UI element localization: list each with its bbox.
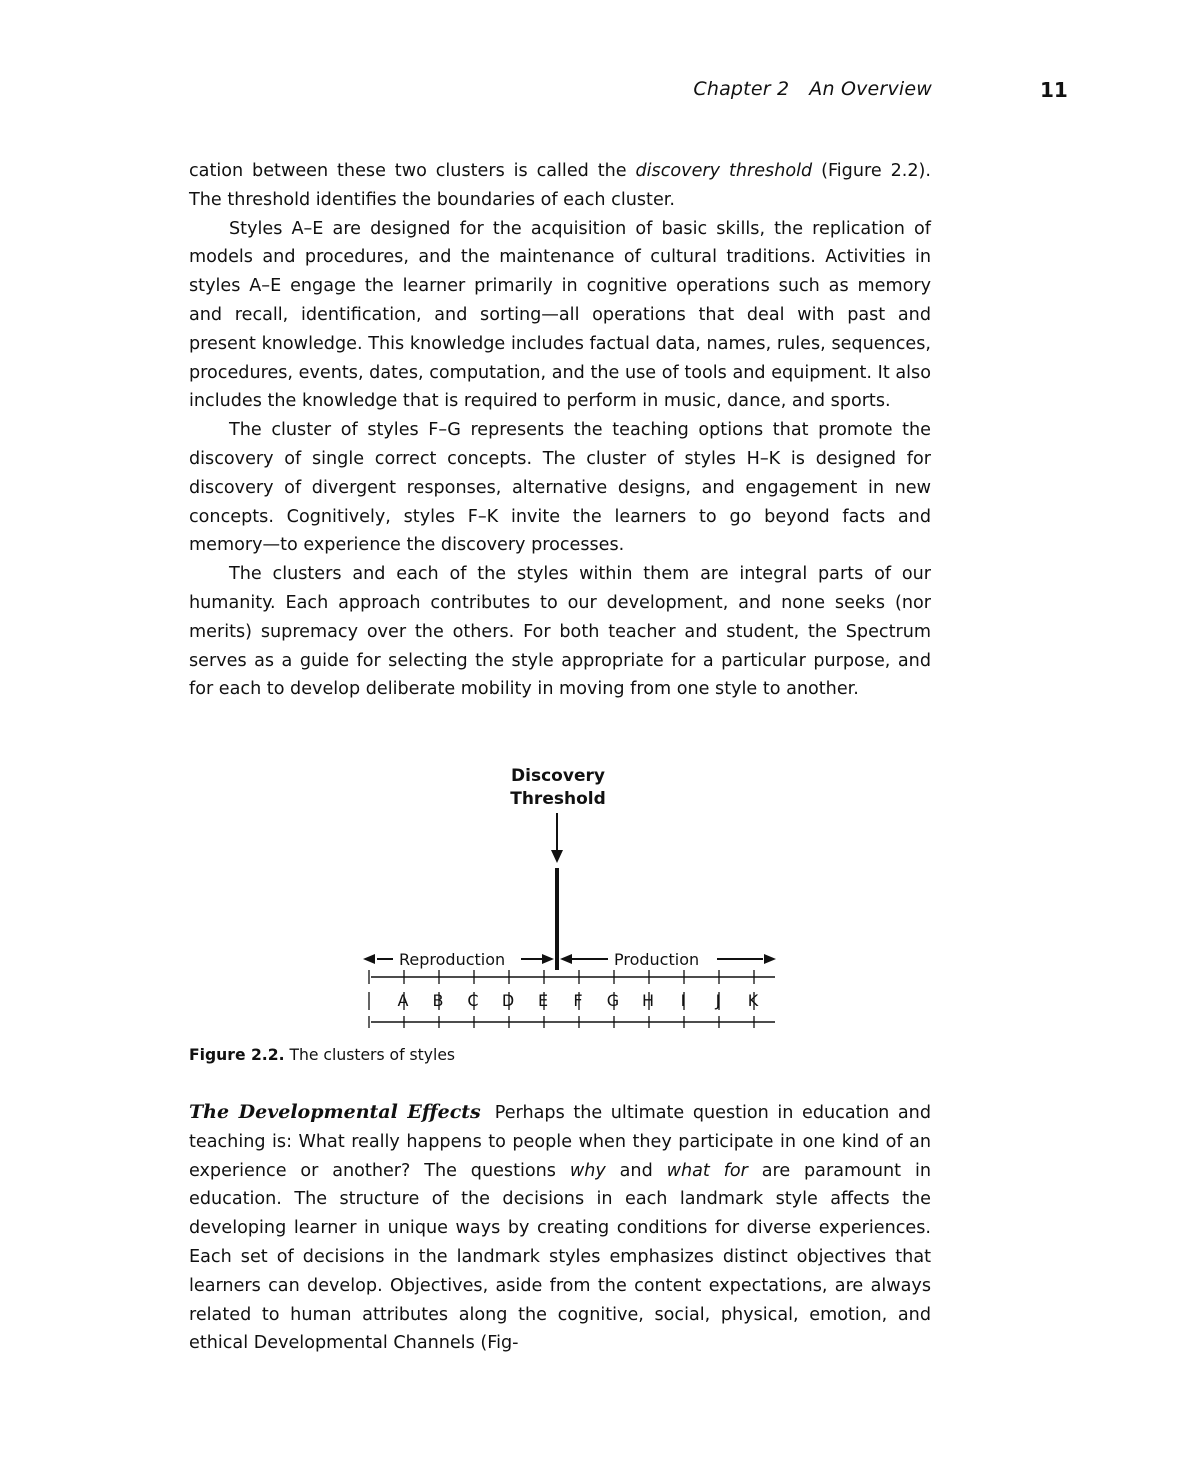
production-label: Production	[614, 950, 700, 969]
scale-ticks	[369, 970, 754, 1028]
style-letter-h: H	[641, 991, 655, 1010]
threshold-label-line2: Threshold	[510, 789, 606, 809]
style-letter-e: E	[537, 991, 549, 1010]
style-letter-f: F	[573, 991, 583, 1010]
page-number: 11	[1040, 78, 1068, 102]
threshold-label-line1: Discovery	[511, 766, 605, 786]
section-developmental-effects	[189, 1098, 931, 1358]
reproduction-arrowhead-left	[363, 954, 375, 964]
term-discovery-threshold: discovery threshold	[635, 161, 813, 181]
running-header	[0, 78, 1200, 108]
chapter-label: Chapter 2	[693, 78, 790, 100]
chapter-title: An Overview	[809, 78, 932, 100]
section-title: The Developmental Effects	[189, 1101, 481, 1123]
paragraph-4: The clusters and each of the styles within them are integral parts of our humanity. Each approach contributes to our development, and none seeks (nor merits) supremacy over the others. For both teacher and student, the Spectrum serves as a guide for selecting the style appropriate for a particular purpose, and for each to develop deliberate mobility in moving from one style to another.	[189, 564, 931, 700]
threshold-arrowhead	[551, 850, 563, 863]
caption-text: The clusters of styles	[284, 1046, 456, 1064]
style-letter-k: K	[747, 991, 759, 1010]
style-letter-j: J	[715, 991, 721, 1010]
body-text	[189, 157, 931, 704]
paragraph-2: Styles A–E are designed for the acquisition of basic skills, the replication of models and procedures, and the maintenance of cultural traditions. Activities in styles A–E engage the learner primarily in cognitive operations such as memory and recall, identification, and sorting—all operations that deal with past and present knowledge. This knowledge includes factual data, names, rules, sequences, procedures, events, dates, computation, and the use of tools and equipment. It also includes the knowledge that is required to perform in music, dance, and sports.	[189, 218, 931, 412]
figure-clusters	[355, 760, 785, 1030]
term-why: why	[569, 1160, 606, 1181]
production-arrowhead-left	[560, 954, 572, 964]
style-letter-c: C	[467, 991, 479, 1010]
figure-caption	[189, 1046, 455, 1064]
caption-label: Figure 2.2.	[189, 1046, 285, 1064]
style-letter-d: D	[501, 991, 515, 1010]
reproduction-arrowhead-right	[542, 954, 554, 964]
style-letter-g: G	[606, 991, 620, 1010]
style-letter-i: I	[680, 991, 686, 1010]
running-head	[693, 78, 932, 100]
paragraph-3: The cluster of styles F–G represents the teaching options that promote the discovery of single correct concepts. The cluster of styles H–K is designed for discovery of divergent responses, alternative designs, and engagement in new concepts. Cognitively, styles F–K invite the learners to go beyond facts and memory—to experience the discovery processes.	[189, 420, 931, 556]
production-arrowhead-right	[764, 954, 776, 964]
style-letter-b: B	[432, 991, 444, 1010]
style-letter-a: A	[397, 991, 409, 1010]
reproduction-label: Reproduction	[399, 950, 506, 969]
paragraph-1: cation between these two clusters is called the discovery threshold (Figure 2.2). The threshold identifies the boundaries of each cluster.	[189, 161, 932, 210]
style-letters	[398, 991, 759, 1010]
section-paragraph: The Developmental Effects Perhaps the ultimate question in education and teaching is: What really happens to people when they participate in one kind of an experience or another? The questions why and what for are paramount in education. The structure of the decisions in each landmark style affects the developing learner in unique ways by creating conditions for diverse experiences. Each set of decisions in the landmark styles emphasizes distinct objectives that learners can develop. Objectives, aside from the content expectations, are always related to human attributes along the cognitive, social, physical, emotion, and ethical Developmental Channels (Fig-	[189, 1101, 931, 1354]
term-what-for: what for	[666, 1160, 748, 1181]
